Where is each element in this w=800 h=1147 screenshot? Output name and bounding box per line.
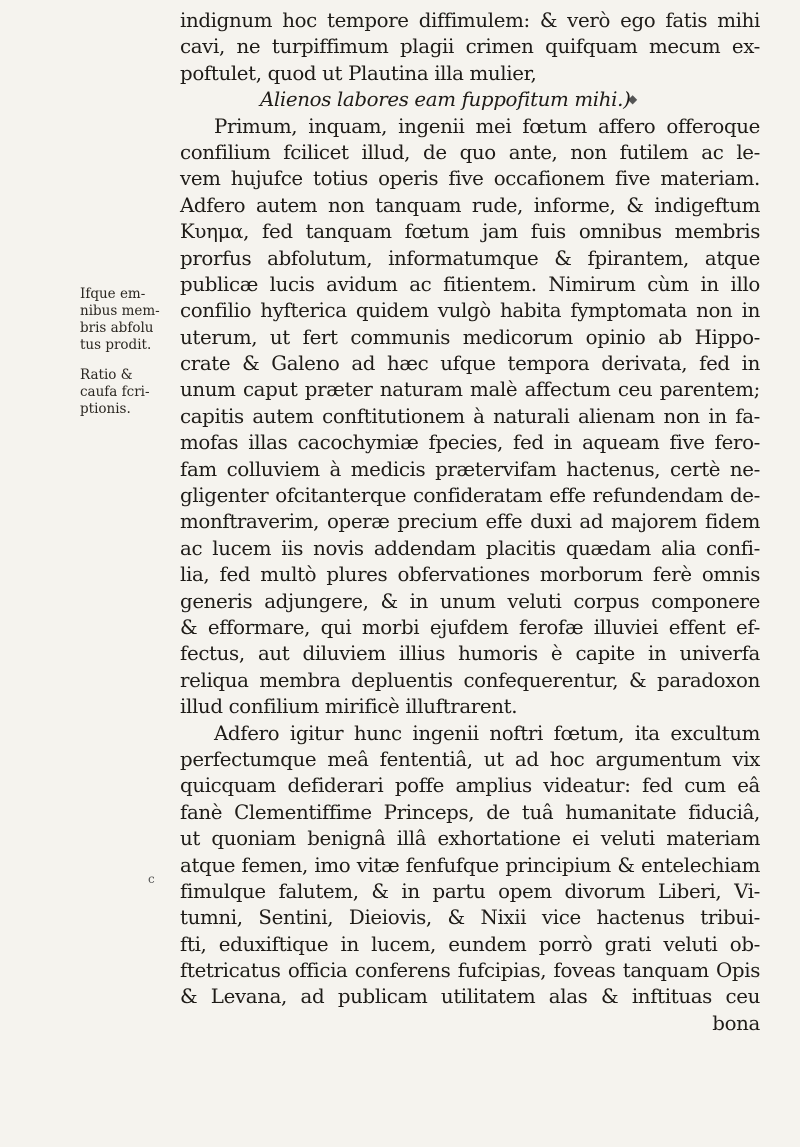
margin-note-line: Ifque em- [80, 286, 146, 302]
text-line: Κυημα, fed tanquam fœtum jam fuis omnibus membris [180, 220, 760, 244]
text-line: fimulque falutem, & in partu opem divorum Liberi, Vi- [180, 879, 760, 903]
text-line: lia, fed multò plures obfervationes morborum ferè omnis [180, 563, 760, 587]
text-line: illud confilium mirificè illuftrarent. [180, 695, 518, 719]
text-line: quicquam defiderari poffe amplius videatur: fed cum eâ [180, 774, 760, 798]
text-line-quote: Alienos labores eam fuppofitum mihi.) [260, 88, 631, 112]
text-line: fam colluviem à medicis prætervifam hactenus, certè ne- [180, 457, 760, 481]
text-line: crate & Galeno ad hæc ufque tempora derivata, fed in [180, 352, 760, 376]
text-line: & Levana, ad publicam utilitatem alas & inftituas ceu [180, 985, 760, 1009]
text-line: gligenter ofcitanterque confideratam effe refundendam de- [180, 484, 760, 508]
text-line: unum caput præter naturam malè affectum ceu parentem; [180, 378, 760, 402]
text-line: uterum, ut fert communis medicorum opinio ab Hippo- [180, 325, 760, 349]
catchword: bona [712, 1011, 760, 1035]
margin-note-ratio [80, 367, 170, 418]
text-line: fti, eduxiftique in lucem, eundem porrò grati veluti ob- [180, 932, 760, 956]
text-line: indignum hoc tempore diffimulem: & verò ego fatis mihi [180, 9, 760, 32]
text-line: tumni, Sentini, Dieiovis, & Nixii vice hactenus tribui- [180, 906, 760, 930]
text-line: capitis autem conftitutionem à naturali alienam non in fa- [180, 404, 760, 428]
text-line: cavi, ne turpiffimum plagii crimen quifquam mecum ex- [180, 35, 760, 59]
text-line: Primum, inquam, ingenii mei fœtum affero offeroque [214, 114, 760, 138]
margin-note-line: tus prodit. [80, 337, 152, 353]
text-line: vem hujufce totius operis five occafionem five materiam. [180, 167, 760, 191]
body-text [180, 8, 760, 1037]
margin-note-line: Ratio & [80, 367, 133, 383]
text-line: perfectumque meâ fententiâ, ut ad hoc argumentum vix [180, 747, 760, 771]
text-line: & efformare, qui morbi ejufdem ferofæ illuviei effent ef- [180, 615, 760, 639]
text-line: monftraverim, operæ precium effe duxi ad majorem fidem [180, 510, 760, 534]
ink-speck: c [148, 872, 155, 886]
margin-note-line: caufa fcri- [80, 384, 150, 400]
text-line: Adfero igitur hunc ingenii noftri fœtum, ita excultum [214, 721, 760, 745]
text-line: generis adjungere, & in unum veluti corpus componere [180, 589, 760, 613]
text-line: publicæ lucis avidum ac fitientem. Nimirum cùm in illo [180, 272, 760, 296]
text-line: confilio hyfterica quidem vulgò habita fymptomata non in [180, 299, 760, 323]
text-line: fanè Clementiffime Princeps, de tuâ humanitate fiduciâ, [180, 800, 760, 824]
text-line: prorfus abfolutum, informatumque & fpirantem, atque [180, 246, 760, 270]
text-line: reliqua membra depluentis confequerentur, & paradoxon [180, 668, 760, 692]
text-line: ftetricatus officia conferens fufcipias, foveas tanquam Opis [180, 959, 760, 983]
margin-note-line: nibus mem- [80, 303, 160, 319]
text-line: mofas illas cacochymiæ fpecies, fed in aqueam five fero- [180, 431, 760, 455]
text-line: atque femen, imo vitæ fenfufque principium & entelechiam [180, 853, 760, 877]
text-line: confilium fcilicet illud, de quo ante, non futilem ac le- [180, 140, 760, 164]
ink-speck: ◆ [628, 92, 638, 106]
text-line: fectus, aut diluviem illius humoris è capite in univerfa [180, 642, 760, 666]
text-line: poftulet, quod ut Plautina illa mulier, [180, 61, 537, 85]
margin-note-line: bris abfolu [80, 320, 154, 336]
text-line: ut quoniam benignâ illâ exhortatione ei veluti materiam [180, 827, 760, 851]
text-line: Adfero autem non tanquam rude, informe, & indigeftum [180, 193, 760, 217]
margin-note-line: ptionis. [80, 401, 131, 417]
text-line: ac lucem iis novis addendam placitis quædam alia confi- [180, 536, 760, 560]
margin-note-ifque [80, 286, 170, 354]
